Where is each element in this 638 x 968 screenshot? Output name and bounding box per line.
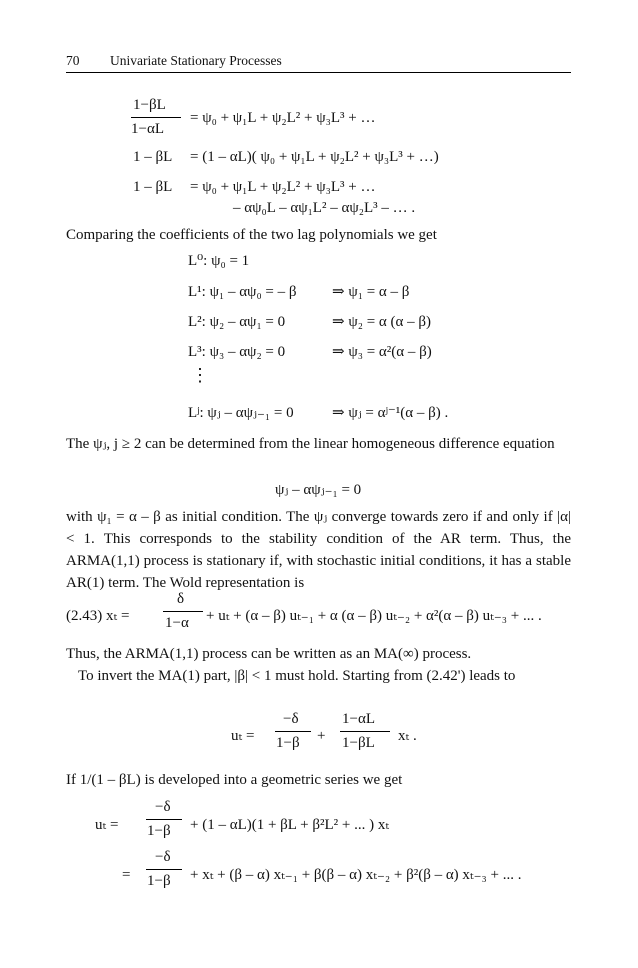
page-number: 70: [66, 53, 80, 68]
coef-l2-right: ⇒ ψ₂ = α (α – β): [332, 314, 431, 330]
fraction-bar: [146, 819, 182, 820]
equation-equals: =: [122, 867, 131, 883]
paragraph-compare: Comparing the coefficients of the two lag polynomials we get: [66, 227, 437, 243]
fraction-numerator: −δ: [283, 711, 299, 727]
equation-lhs: uₜ =: [95, 817, 119, 833]
equation-rhs: = ψ₀ + ψ₁L + ψ₂L² + ψ₃L³ + …: [190, 110, 376, 126]
paragraph-geometric: If 1/(1 – βL) is developed into a geometric series we get: [66, 772, 403, 788]
equation-difference: ψⱼ – αψⱼ₋₁ = 0: [275, 482, 362, 498]
fraction-denominator: 1−α: [165, 615, 189, 631]
equation-rhs: + xₜ + (β – α) xₜ₋₁ + β(β – α) xₜ₋₂ + β²(β – α) xₜ₋₃ + ... .: [190, 867, 522, 883]
fraction-numerator: δ: [177, 591, 185, 607]
coef-l0: L⁰: ψ₀ = 1: [188, 253, 250, 269]
fraction-bar: [340, 731, 390, 732]
fraction-bar: [146, 869, 182, 870]
fraction-numerator: −δ: [155, 849, 171, 865]
coef-lj-left: Lʲ: ψⱼ – αψⱼ₋₁ = 0: [188, 405, 294, 421]
coef-l1-right: ⇒ ψ₁ = α – β: [332, 284, 410, 300]
fraction-denominator: 1−αL: [131, 121, 164, 137]
equation-rhs: + (1 – αL)(1 + βL + β²L² + ... ) xₜ: [190, 817, 390, 833]
fraction-denominator: 1−β: [147, 873, 171, 889]
equation-rhs: = ψ₀ + ψ₁L + ψ₂L² + ψ₃L³ + …: [190, 179, 376, 195]
fraction-bar: [163, 611, 203, 612]
paragraph-invert: To invert the MA(1) part, |β| < 1 must hold. Starting from (2.42') leads to: [78, 668, 516, 684]
paragraph-difference: The ψⱼ, j ≥ 2 can be determined from the linear homogeneous difference equation: [66, 436, 555, 452]
vertical-ellipsis: ⋮: [191, 365, 209, 385]
coef-l3-left: L³: ψ₃ – αψ₂ = 0: [188, 344, 286, 360]
fraction-bar: [275, 731, 311, 732]
paragraph-ma-sentence: Thus, the ARMA(1,1) process can be written as an MA(∞) process.: [66, 646, 472, 662]
equation-rhs: + uₜ + (α – β) uₜ₋₁ + α (α – β) uₜ₋₂ + α²(α – β) uₜ₋₃ + ... .: [206, 608, 542, 624]
plus-sign: +: [317, 728, 326, 744]
equation-label: (2.43) xₜ =: [66, 608, 130, 624]
equation-rhs: = (1 – αL)( ψ₀ + ψ₁L + ψ₂L² + ψ₃L³ + …): [190, 149, 439, 165]
fraction-denominator: 1−βL: [342, 735, 375, 751]
equation-lhs: 1 – βL: [133, 179, 173, 195]
equation-lhs: uₜ =: [231, 728, 255, 744]
equation-continuation: – αψ₀L – αψ₁L² – αψ₂L³ – … .: [233, 200, 416, 216]
fraction-numerator: 1−αL: [342, 711, 375, 727]
equation-lhs: 1 – βL: [133, 149, 173, 165]
coef-l1-left: L¹: ψ₁ – αψ₀ = – β: [188, 284, 297, 300]
equation-tail: xₜ .: [398, 728, 417, 744]
coef-l2-left: L²: ψ₂ – αψ₁ = 0: [188, 314, 286, 330]
coef-lj-right: ⇒ ψⱼ = αʲ⁻¹(α – β) .: [332, 405, 449, 421]
coef-l3-right: ⇒ ψ₃ = α²(α – β): [332, 344, 432, 360]
fraction-numerator: −δ: [155, 799, 171, 815]
header-rule: [66, 72, 571, 73]
fraction-numerator: 1−βL: [133, 97, 166, 113]
fraction-denominator: 1−β: [276, 735, 300, 751]
paragraph-stationary: with ψ₁ = α – β as initial condition. The ψⱼ converge towards zero if and only if |α| < 1. This corresponds to the stability condition of the AR term. Thus, the ARMA(1,1) process is stationary if, with stochastic initial conditions, it has a stable AR(1) term. The Wold representation is: [66, 509, 571, 591]
paragraph-ma: [66, 643, 571, 687]
fraction-denominator: 1−β: [147, 823, 171, 839]
fraction-bar: [131, 117, 181, 118]
running-title: Univariate Stationary Processes: [110, 53, 282, 68]
